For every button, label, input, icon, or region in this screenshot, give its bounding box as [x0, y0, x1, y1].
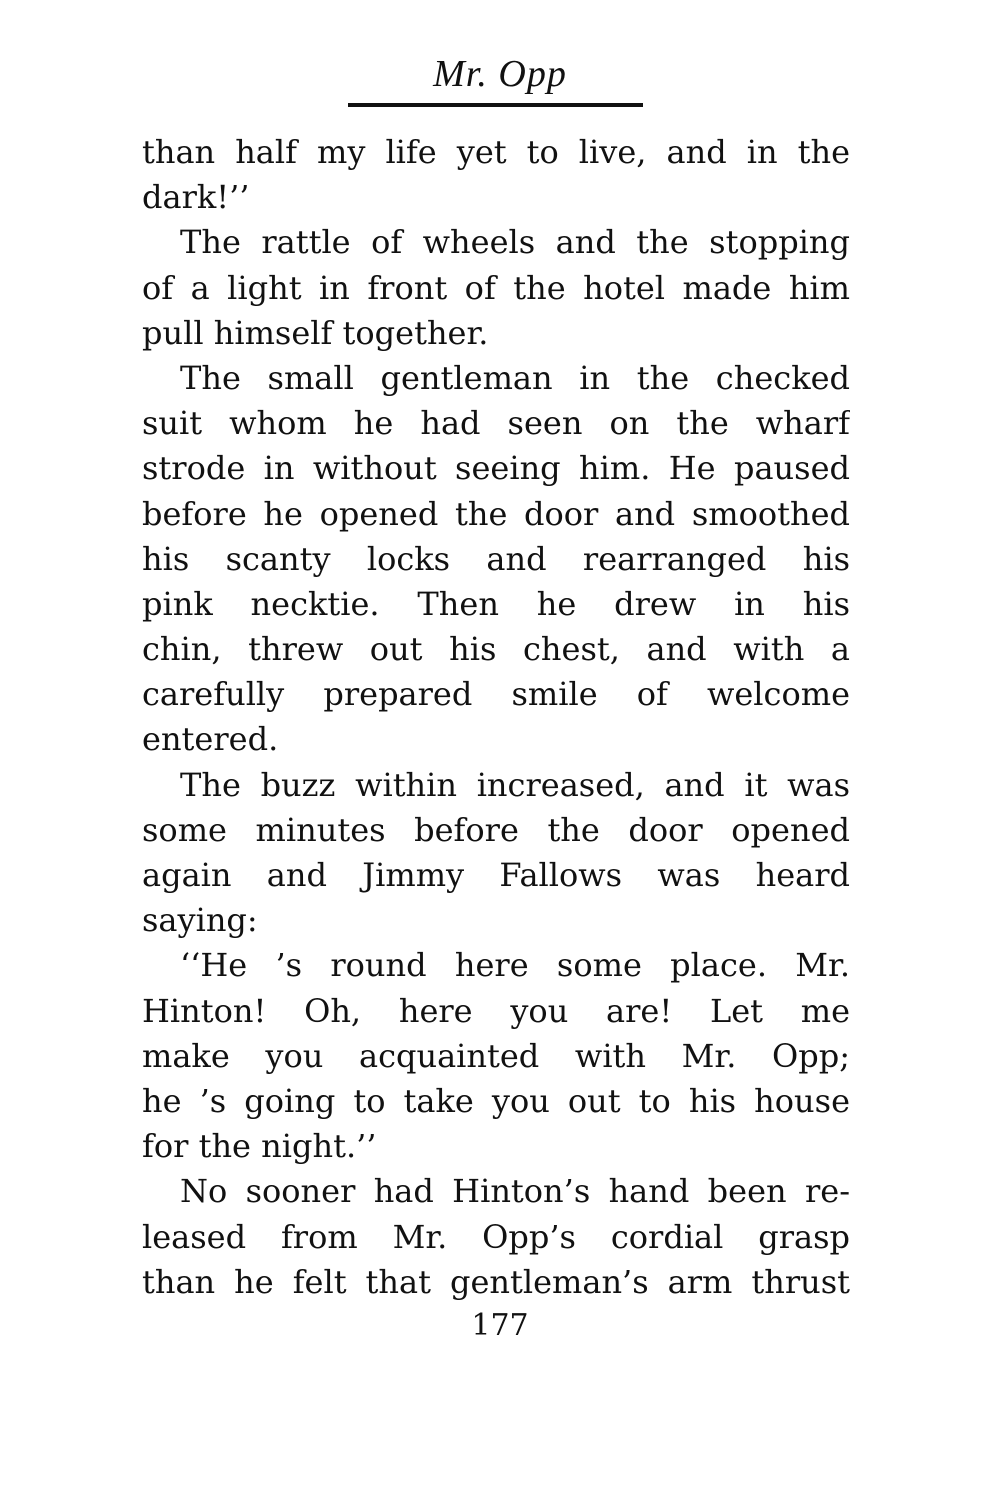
text-line: carefully prepared smile of welcome [142, 675, 850, 714]
paragraph [142, 356, 850, 763]
text-line: leased from Mr. Opp’s cordial grasp [142, 1217, 850, 1256]
text-line: No sooner had Hinton’s hand been re- [180, 1172, 850, 1211]
text-line: before he opened the door and smoothed [142, 494, 850, 533]
text-line: chin, threw out his chest, and with a [142, 630, 850, 669]
text-line: ‘‘He ’s round here some place. Mr. [180, 946, 850, 985]
header-rule [348, 103, 643, 107]
paragraph [142, 220, 850, 356]
paragraph [142, 943, 850, 1169]
text-line: The buzz within increased, and it was [180, 765, 850, 804]
text-line: entered. [142, 720, 279, 759]
paragraph [142, 130, 850, 220]
text-line: than half my life yet to live, and in the [142, 133, 850, 171]
paragraph [142, 763, 850, 944]
body-text [142, 130, 850, 1305]
running-title: Mr. Opp [433, 53, 567, 95]
text-line: strode in without seeing him. He paused [142, 449, 850, 488]
text-line: again and Jimmy Fallows was heard [142, 856, 850, 894]
text-line: pull himself together. [142, 313, 489, 352]
text-line: The rattle of wheels and the stopping [180, 223, 850, 262]
text-line: he ’s going to take you out to his house [142, 1081, 850, 1120]
page-number: 177 [471, 1308, 529, 1343]
text-line: for the night.’’ [142, 1127, 377, 1166]
paragraph [142, 1169, 850, 1305]
text-line: some minutes before the door opened [142, 810, 850, 849]
text-line: his scanty locks and rearranged his [142, 539, 850, 578]
text-line: of a light in front of the hotel made him [142, 268, 850, 307]
text-line: suit whom he had seen on the wharf [142, 404, 850, 443]
text-line: pink necktie. Then he drew in his [142, 584, 850, 623]
text-line: saying: [142, 901, 258, 940]
text-line: dark!’’ [142, 178, 250, 217]
text-line: make you acquainted with Mr. Opp; [142, 1036, 850, 1075]
text-line: than he felt that gentleman’s arm thrust [142, 1262, 850, 1301]
text-line: Hinton! Oh, here you are! Let me [142, 991, 850, 1030]
text-line: The small gentleman in the checked [180, 358, 850, 397]
